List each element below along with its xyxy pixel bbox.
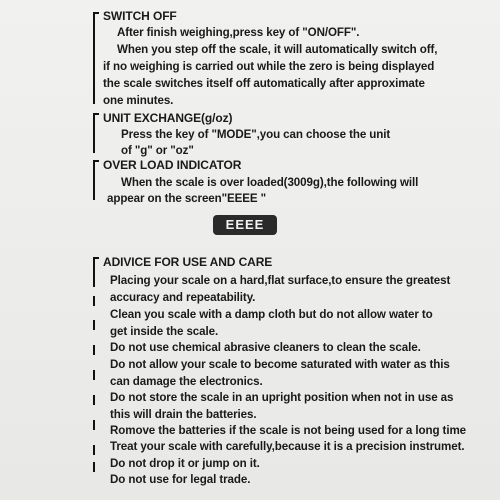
advice-bullet-bar xyxy=(93,345,95,355)
overload-line-2: appear on the screen"EEEE " xyxy=(107,192,267,205)
section-tick xyxy=(93,257,99,259)
advice-line-13: Do not use for legal trade. xyxy=(110,473,251,486)
advice-bullet-bar xyxy=(93,420,95,430)
advice-line-4: get inside the scale. xyxy=(110,325,219,338)
advice-line-6: Do not allow your scale to become saturated with water as this xyxy=(110,358,450,371)
section-bar-unit-exchange xyxy=(93,113,95,153)
advice-line-12: Do not drop it or jump on it. xyxy=(110,457,260,470)
overload-line-1: When the scale is over loaded(3009g),the following will xyxy=(121,176,419,189)
unit-exchange-line-2: of "g" or "oz" xyxy=(121,144,194,157)
section-bar-overload xyxy=(93,160,95,200)
section-tick xyxy=(93,12,99,14)
advice-line-3: Clean you scale with a damp cloth but do not allow water to xyxy=(110,308,433,321)
advice-line-2: accuracy and repeatability. xyxy=(110,291,256,304)
advice-line-9: this will drain the batteries. xyxy=(110,408,257,421)
advice-bullet-bar xyxy=(93,445,95,455)
advice-bullet-bar xyxy=(93,320,95,330)
heading-unit-exchange: UNIT EXCHANGE(g/oz) xyxy=(103,111,233,125)
advice-line-8: Do not store the scale in an upright position when not in use as xyxy=(110,391,454,404)
advice-line-10: Romove the batteries if the scale is not being used for a long time xyxy=(110,424,466,437)
unit-exchange-line-1: Press the key of "MODE",you can choose the unit xyxy=(121,128,391,141)
advice-line-5: Do not use chemical abrasive cleaners to clean the scale. xyxy=(110,341,421,354)
section-tick xyxy=(93,113,99,115)
advice-bullet-bar xyxy=(93,370,95,380)
switch-off-line-5: one minutes. xyxy=(103,94,174,107)
section-tick xyxy=(93,160,99,162)
switch-off-line-1: After finish weighing,press key of "ON/OFF". xyxy=(117,26,360,39)
switch-off-line-4: the scale switches itself off automatically after approximate xyxy=(103,77,425,90)
advice-line-11: Treat your scale with carefully,because it is a precision instrumet. xyxy=(110,440,465,453)
advice-bullet-bar xyxy=(93,395,95,405)
heading-switch-off: SWITCH OFF xyxy=(103,9,177,23)
advice-bullet-bar xyxy=(93,462,95,472)
section-bar-switch-off xyxy=(93,12,95,104)
overload-display: EEEE xyxy=(213,215,277,235)
advice-line-1: Placing your scale on a hard,flat surface,to ensure the greatest xyxy=(110,274,451,287)
switch-off-line-3: if no weighing is carried out while the zero is being displayed xyxy=(103,60,435,73)
section-bar-advice xyxy=(93,257,95,287)
heading-overload: OVER LOAD INDICATOR xyxy=(103,158,242,172)
advice-line-7: can damage the electronics. xyxy=(110,375,263,388)
heading-advice: ADIVICE FOR USE AND CARE xyxy=(103,255,273,269)
switch-off-line-2: When you step off the scale, it will automatically switch off, xyxy=(117,43,438,56)
advice-bullet-bar xyxy=(93,296,95,306)
